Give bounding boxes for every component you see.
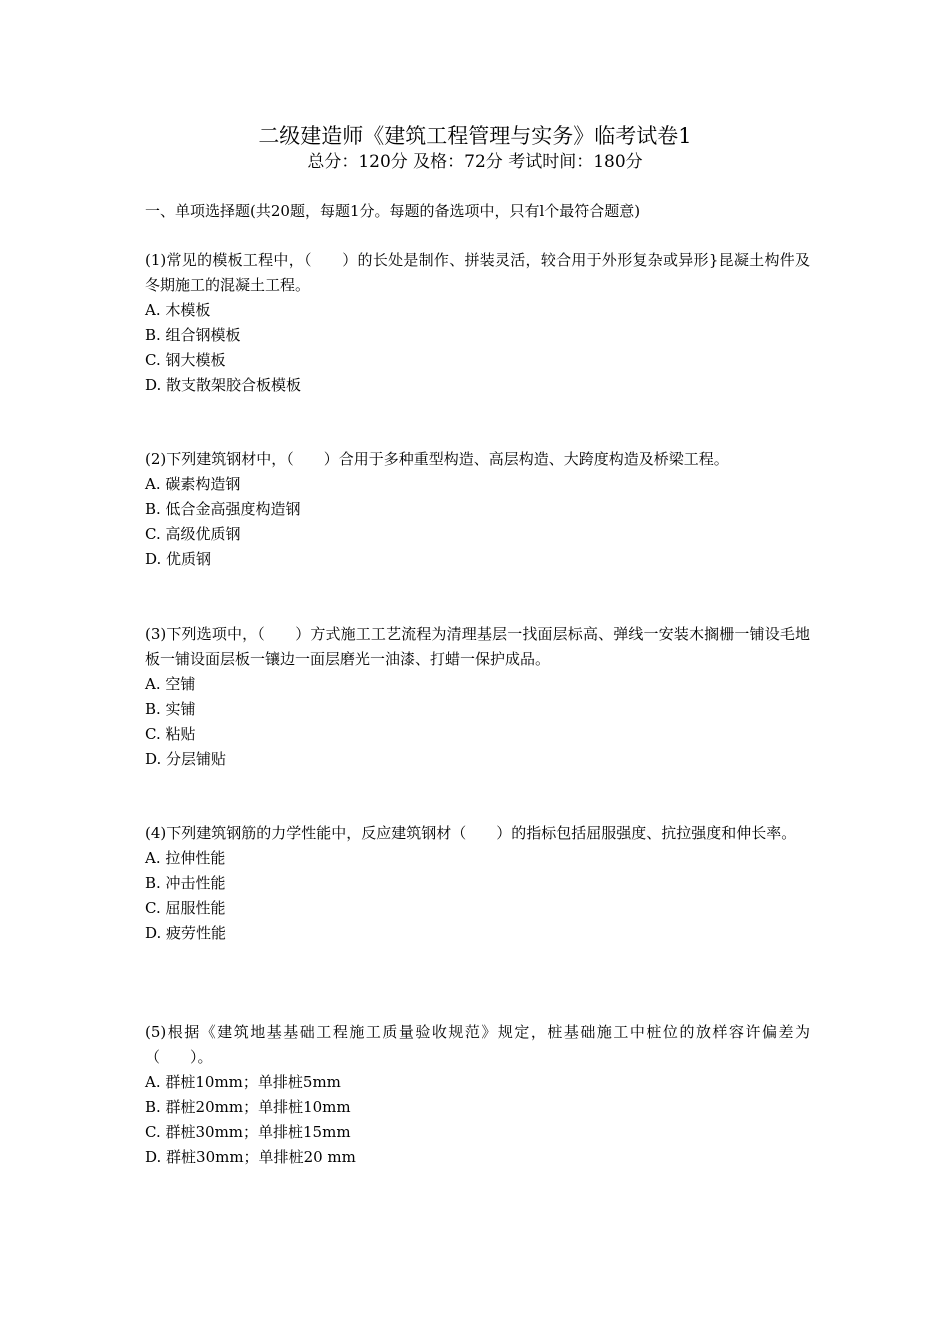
option-d: D. 群桩30mm；单排桩20 mm [145, 1148, 356, 1166]
option-c: C. 群桩30mm；单排桩15mm [145, 1123, 351, 1141]
section-heading: 一、单项选择题(共20题，每题1分。每题的备选项中，只有l个最符合题意) [145, 202, 641, 220]
option-b: B. 群桩20mm；单排桩10mm [145, 1098, 351, 1116]
option-c: C. 粘贴 [145, 725, 196, 743]
option-list [145, 672, 810, 772]
exam-info: 总分：120分 及格：72分 考试时间：180分 [307, 152, 643, 172]
option-b: B. 冲击性能 [145, 874, 226, 892]
option-a: A. 碳素构造钢 [145, 475, 241, 493]
option-a: A. 木模板 [145, 301, 211, 319]
question-stem: (3)下列选项中，（ ）方式施工工艺流程为清理基层一找面层标高、弹线一安装木搁栅一铺设毛地板一铺设面层板一镶边一面层磨光一油漆、打蜡一保护成品。 [145, 625, 810, 668]
question-5 [145, 1020, 810, 1170]
question-1 [145, 248, 810, 398]
option-b: B. 低合金高强度构造钢 [145, 500, 301, 518]
page-title: 二级建造师《建筑工程管理与实务》临考试卷1 [258, 124, 692, 148]
option-c: C. 屈服性能 [145, 899, 226, 917]
option-d: D. 散支散架胶合板模板 [145, 376, 302, 394]
option-d: D. 优质钢 [145, 550, 212, 568]
option-d: D. 分层铺贴 [145, 750, 227, 768]
option-list [145, 1070, 810, 1170]
option-a: A. 拉伸性能 [145, 849, 226, 867]
option-list [145, 298, 810, 398]
question-stem: (2)下列建筑钢材中，（ ）合用于多种重型构造、高层构造、大跨度构造及桥梁工程。 [145, 450, 729, 468]
question-4 [145, 821, 810, 946]
option-list [145, 472, 810, 572]
question-3 [145, 622, 810, 772]
option-b: B. 实铺 [145, 700, 196, 718]
question-2 [145, 447, 810, 572]
option-c: C. 高级优质钢 [145, 525, 241, 543]
question-stem: (4)下列建筑钢筋的力学性能中，反应建筑钢材（ ）的指标包括屈服强度、抗拉强度和伸长率。 [145, 824, 797, 842]
option-a: A. 空铺 [145, 675, 196, 693]
option-a: A. 群桩10mm；单排桩5mm [145, 1073, 341, 1091]
question-stem: (1)常见的模板工程中，（ ）的长处是制作、拼装灵活，较合用于外形复杂或异形}昆凝土构件及冬期施工的混凝土工程。 [145, 251, 810, 294]
option-b: B. 组合钢模板 [145, 326, 241, 344]
question-stem: (5)根据《建筑地基基础工程施工质量验收规范》规定，桩基础施工中桩位的放样容许偏差为（ ）。 [145, 1023, 810, 1066]
option-list [145, 846, 810, 946]
option-c: C. 钢大模板 [145, 351, 226, 369]
option-d: D. 疲劳性能 [145, 924, 227, 942]
